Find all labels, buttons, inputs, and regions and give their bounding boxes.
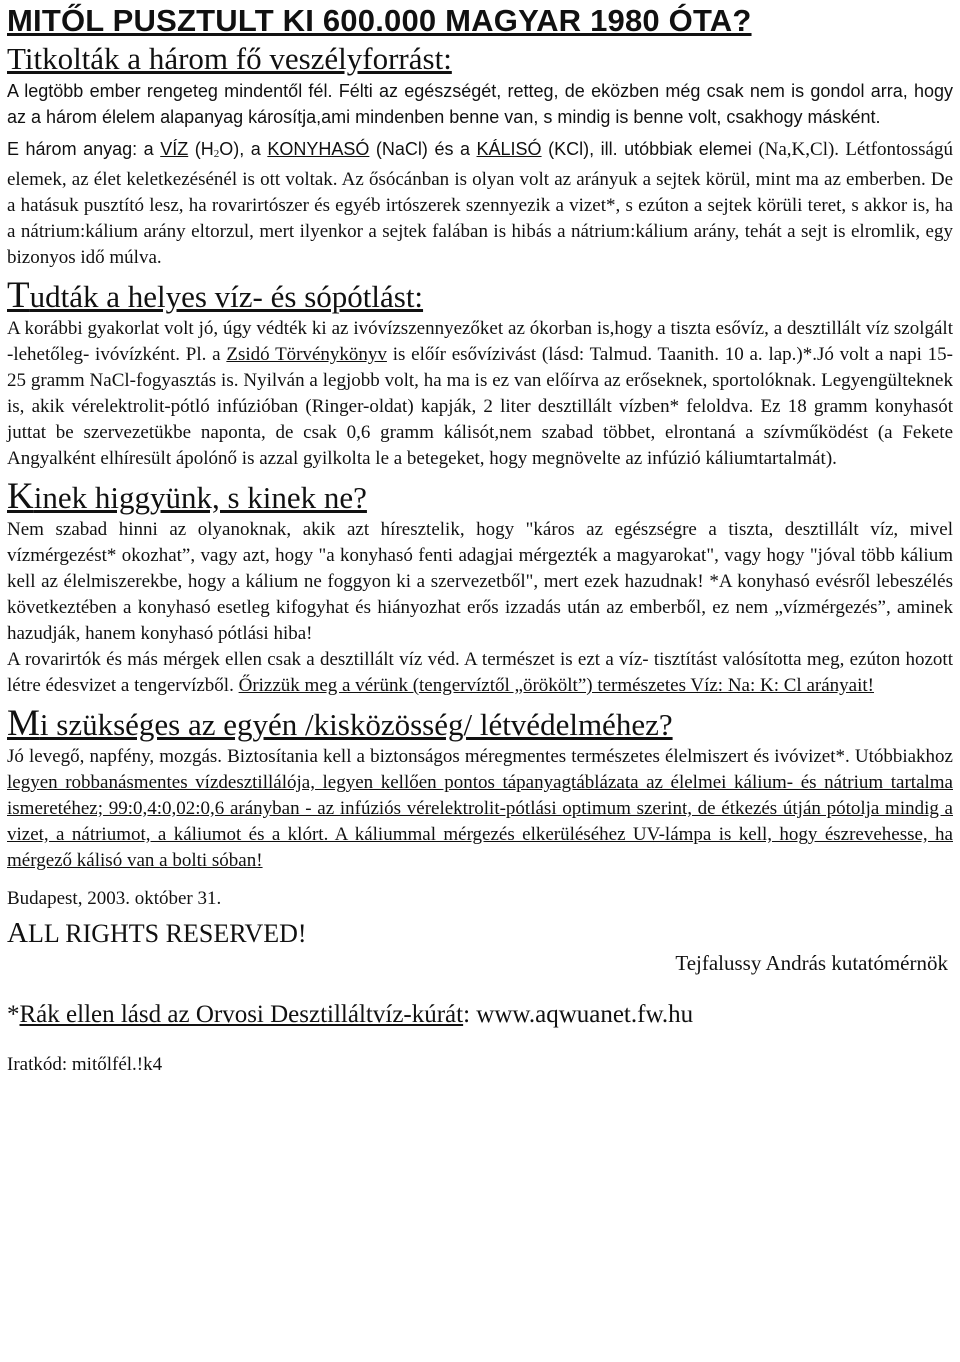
document-code: Iratkód: mitőlfél.!k4 xyxy=(7,1054,163,1075)
text-run: (NaCl) és a xyxy=(369,139,477,159)
water-salt-paragraph xyxy=(7,316,953,472)
drop-cap: M xyxy=(7,703,40,744)
drop-cap: A xyxy=(7,917,28,949)
text-run: E három anyag: a xyxy=(7,139,161,159)
text-run: is előír esővízivást (lásd: Talmud. Taanith. 10 a. lap.)*.Jó volt a napi 15-25 gramm NaCl-fogyasztás is. Nyilván a legjobb volt, ha ma is ez van előírva az erőseknek, sportolóknak. Legyengülteknek is, akik vérelektrolit-pótló infúzióban (Ringer-oldat) kapják, 2 liter desztillált vízben* feloldva. Ez 18 gramm konyhasót juttat be szervezetükbe naponta, de csak 0,6 gramm kálisót,nem szabad többet, elrontaná a szívműködést (a Fekete Angyalként elhíresült ápolónő is azzal gyilkolta le a betegeket, hogy megnövelte az infúzió káliumtartalmát). xyxy=(7,344,953,469)
spacer xyxy=(7,977,953,999)
section-heading-water-salt xyxy=(7,277,953,316)
section-heading-hidden-dangers: Titkolták a három fő veszélyforrást: xyxy=(7,41,452,76)
rights-notice xyxy=(7,918,953,949)
text-run: (Na,K,Cl). Létfontosságú elemek, az élet keletkezésénél is ott voltak. Az ősócánban is olyan volt az arányuk a sejtek körül, mint ma az emberben. xyxy=(7,139,953,190)
subscript: 2 xyxy=(213,148,220,160)
text-run: (KCl), ill. utóbbiak elemei xyxy=(541,139,759,159)
text-run: De a hatásuk pusztító lesz, ha rovarirtószer és egyéb irtószerek szennyezik a vizet*, s ezúton a sejtek körüli teret, s akkor is, ha a nátrium:kálium arány eltorzul, mert ilyenkor a sejtek falában is hibás a nátrium:kálium arány, tehát a sejt is elromlik, egy bizonyos idő múlva. xyxy=(7,169,954,268)
jewish-law-link[interactable]: Zsidó Törvénykönyv xyxy=(226,344,387,365)
footnote-star: * xyxy=(7,1001,20,1028)
heading-text: udták a helyes víz- és sópótlást: xyxy=(29,279,424,314)
rights-text: LL RIGHTS RESERVED! xyxy=(27,919,307,948)
lies-paragraph: Nem szabad hinni az olyanoknak, akik azt híresztelik, hogy "káros az egészségre a tiszta, desztillált víz, mivel vízmérgezést* okozhat”, vagy azt, hogy "a konyhasó fenti adagjai mérgezték a magyarokat", vagy hogy "jóval több kálium kell az élelmiszerekbe, hogy a kálium ne foggyon ki a szervezetből", mert ezek hazudnak! *A konyhasó evésről lebeszélés következtében a konyhasó esetleg kifogyhat és hiányozhat erős izzadás után az emberből, ez nem „vízmérgezés”, aminek hazudják, hanem konyhasó pótlási hiba! xyxy=(7,519,953,644)
spacer xyxy=(7,1031,953,1053)
intro-paragraph: A legtöbb ember rengeteg mindentől fél. Félti az egészségét, retteg, de eközben még csak nem is gondol arra, hogy az a három élelem alapanyag károsítja,ami mindenben benne van, s mindig is benne volt, csakhogy másként. xyxy=(7,81,953,127)
water-link[interactable]: VÍZ xyxy=(160,139,189,159)
heading-text: i szükséges az egyén /kisközösség/ létvédelméhez? xyxy=(39,707,673,742)
text-run: A rovarirtók és más mérgek ellen csak a desztillált víz véd. A természet is ezt a víz- tisztítást valósította meg, ezúton hozott létre édesvizet a tengervízből. xyxy=(7,649,953,696)
document-page xyxy=(0,2,960,1077)
text-run: Jó levegő, napfény, mozgás. Biztosítania kell a biztonságos méregmentes természetes élelmiszert és ivóvizet*. Utóbbiakhoz xyxy=(7,746,953,767)
section-heading-whom-to-believe xyxy=(7,478,953,517)
author-signature: Tejfalussy András kutatómérnök xyxy=(675,951,948,975)
heading-text: inek higgyünk, s kinek ne? xyxy=(33,480,367,515)
three-substances-paragraph xyxy=(7,136,953,271)
distiller-link[interactable]: legyen robbanásmentes vízdesztillálója, legyen kellően pontos tápanyagtáblázata az élelmei kálium- és nátrium tartalma ismeretéhez; 99:0,4:0,02:0,6 arányban - az infúziós vérelektrolit-pótlási optimum szerint, de étkezés útján pótolja mindig a vizet, a nátriumot, a káliumot és a klórt. A káliummal mérgezés elkerüléséhez UV-lámpa is kell, hogy észrevehesse, ha mérgező kálisó van a bolti sóban! xyxy=(7,772,953,871)
potassium-salt-link[interactable]: KÁLISÓ xyxy=(476,139,542,159)
text-run: (H xyxy=(188,139,214,159)
preserve-ratio-link[interactable]: Őrizzük meg a vérünk (tengervíztől „örökölt”) természetes Víz: Na: K: Cl arányait! xyxy=(238,675,874,696)
spacer xyxy=(7,874,953,886)
date-line: Budapest, 2003. október 31. xyxy=(7,888,222,909)
text-run: A korábbi gyakorlat volt jó, úgy védték ki az ivóvízszennyezőket az ókorban is,hogy a tiszta esővíz, a desztillált víz szolgált -lehetőleg- ivóvízként. Pl. a xyxy=(7,318,953,365)
footnote-url: : www.aqwuanet.fw.hu xyxy=(463,1001,694,1028)
drop-cap: K xyxy=(7,476,34,517)
table-salt-link[interactable]: KONYHASÓ xyxy=(267,139,370,159)
cure-link[interactable]: Rák ellen lásd az Orvosi Desztilláltvíz-kúrát xyxy=(19,1001,464,1028)
footnote xyxy=(7,999,953,1031)
text-run: O), a xyxy=(219,139,268,159)
insecticide-paragraph xyxy=(7,647,953,699)
drop-cap: T xyxy=(7,275,30,316)
page-title: MITŐL PUSZTULT KI 600.000 MAGYAR 1980 ÓTA? xyxy=(7,3,752,38)
protection-paragraph xyxy=(7,744,953,874)
section-heading-protection xyxy=(7,705,953,744)
